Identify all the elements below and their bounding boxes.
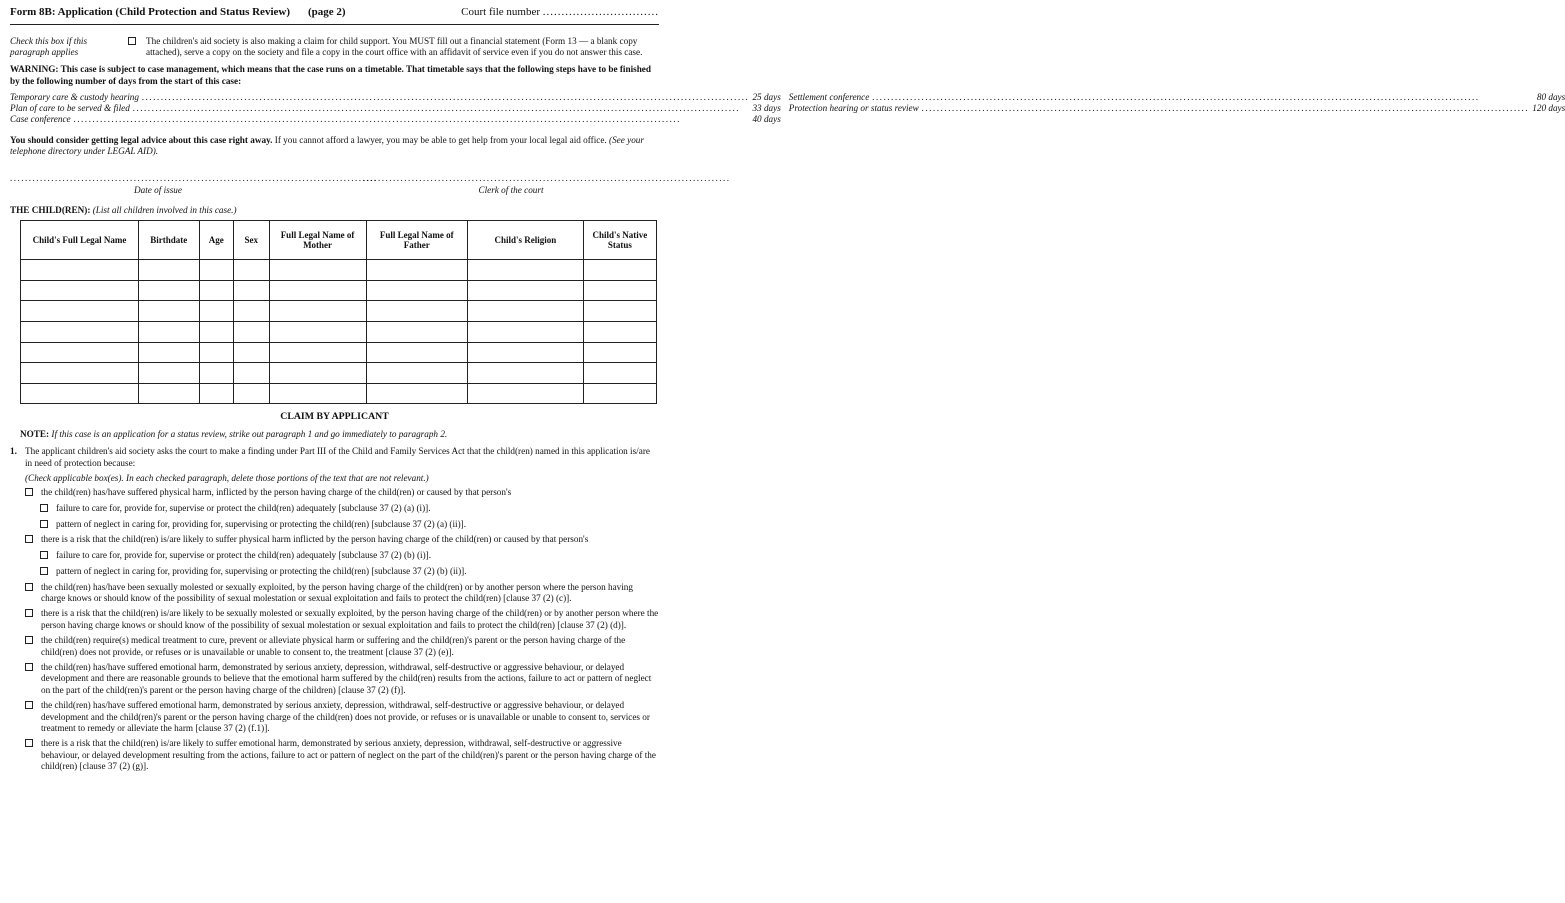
table-cell[interactable] xyxy=(139,363,200,384)
court-file-field[interactable]: ............................... xyxy=(542,6,659,18)
claim-item-text: there is a risk that the child(ren) is/are likely to suffer emotional harm, demonstrated by serious anxiety, depression, withdrawal, self-destructive or aggressive behaviour, or delayed development resulting from the actions, failure to act or pattern of neglect on the part of the child(ren)'s parent or the person having charge of the child(ren) [clause 37 (2) (g)]. xyxy=(41,738,656,771)
claim-item xyxy=(40,519,659,530)
clerk-signature-field[interactable]: .................................................................................................. xyxy=(363,173,731,184)
timetable-row xyxy=(789,103,1565,114)
table-cell[interactable] xyxy=(21,301,139,322)
claim-item-text: the child(ren) has/have been sexually molested or sexually exploited, by the person having charge of the child(ren) or by another person where the person having charge knows or should know of the possibility of sexual molestation or sexual exploitation and fails to protect the child(ren) [clause 37 (2) (c)]. xyxy=(41,581,633,603)
claim-item-text: the child(ren) has/have suffered emotional harm, demonstrated by serious anxiety, depression, withdrawal, self-destructive or aggressive behaviour, or delayed development and there are reasonable grounds to believe that the emotional harm suffered by the child(ren) results from the actions, failure to act or pattern of neglect on the part of the child(ren)'s parent or the person having charge of the children) [clause 37 (2) (f)]. xyxy=(41,662,652,695)
table-cell[interactable] xyxy=(467,280,583,301)
table-cell[interactable] xyxy=(199,383,233,404)
court-file-label: Court file number xyxy=(461,6,540,18)
table-row xyxy=(21,301,657,322)
table-cell[interactable] xyxy=(139,322,200,343)
page-number: (page 2) xyxy=(308,6,346,18)
claim-item-checkbox[interactable] xyxy=(25,488,33,496)
table-cell[interactable] xyxy=(583,301,656,322)
paragraph-1-number: 1. xyxy=(10,446,17,457)
date-of-issue-field[interactable]: .................................................................................................. xyxy=(10,173,378,184)
timetable-row xyxy=(10,103,781,114)
check-instruction: (Check applicable box(es). In each checked paragraph, delete those portions of the text that are not relevant.) xyxy=(25,472,429,483)
table-row xyxy=(21,260,657,281)
clerk-label: Clerk of the court xyxy=(478,185,544,196)
column-header: Full Legal Name of Mother xyxy=(269,221,366,260)
support-claim-text: The children's aid society is also making a claim for child support. You MUST fill out a financial statement (Form 13 — a blank copy attached), serve a copy on the society and file a copy in the court office with an affidavit of service even if you do not answer this case. xyxy=(146,36,643,58)
children-heading xyxy=(10,205,659,215)
timetable-step: Temporary care & custody hearing xyxy=(10,91,139,102)
table-cell[interactable] xyxy=(199,342,233,363)
legal-advice xyxy=(10,135,659,157)
timetable-step: Case conference xyxy=(10,113,71,124)
table-cell[interactable] xyxy=(366,342,467,363)
table-cell[interactable] xyxy=(269,383,366,404)
table-cell[interactable] xyxy=(269,322,366,343)
claim-item-text: the child(ren) has/have suffered physical harm, inflicted by the person having charge of the child(ren) or caused by that person's xyxy=(41,487,512,498)
children-table xyxy=(20,220,657,404)
table-cell[interactable] xyxy=(583,363,656,384)
children-heading-title: THE CHILD(REN): xyxy=(10,205,91,216)
note-label: NOTE: xyxy=(20,429,50,440)
claim-item xyxy=(25,582,659,604)
table-cell[interactable] xyxy=(269,363,366,384)
claim-item-checkbox[interactable] xyxy=(25,535,33,543)
clerk-block xyxy=(363,173,731,196)
claim-item-checkbox[interactable] xyxy=(40,551,48,559)
table-cell[interactable] xyxy=(467,301,583,322)
table-cell[interactable] xyxy=(139,280,200,301)
table-cell[interactable] xyxy=(269,280,366,301)
table-cell[interactable] xyxy=(583,280,656,301)
claim-item-checkbox[interactable] xyxy=(25,583,33,591)
claim-item xyxy=(25,608,659,630)
timetable-step: Plan of care to be served & filed xyxy=(10,102,130,113)
table-cell[interactable] xyxy=(366,301,467,322)
warning-text: WARNING: This case is subject to case management, which means that the case runs on a timetable. That timetable says that the following steps have to be finished by the following number of days from the start of this case: xyxy=(10,64,651,86)
table-row xyxy=(21,342,657,363)
signature-area xyxy=(10,173,731,196)
table-row xyxy=(21,322,657,343)
timetable-step: Settlement conference xyxy=(788,91,870,102)
table-cell[interactable] xyxy=(199,280,233,301)
table-cell[interactable] xyxy=(234,383,270,404)
table-cell[interactable] xyxy=(366,260,467,281)
support-claim-checkbox[interactable] xyxy=(128,37,136,45)
date-of-issue-block xyxy=(10,173,378,196)
claim-item xyxy=(25,635,659,657)
timetable-step: Protection hearing or status review xyxy=(788,102,919,113)
table-cell[interactable] xyxy=(234,260,270,281)
table-cell[interactable] xyxy=(234,363,270,384)
paragraph-1-text: The applicant children's aid society asks the court to make a finding under Part III of the Child and Family Services Act that the child(ren) named in this application is/are in need of protection because: xyxy=(25,446,650,468)
claim-item xyxy=(25,534,659,545)
claim-item-text: failure to care for, provide for, supervise or protect the child(ren) adequately [subclause 37 (2) (a) (i)]. xyxy=(56,502,431,513)
form-header xyxy=(10,6,659,25)
table-row xyxy=(21,363,657,384)
children-table-header xyxy=(21,221,657,260)
timetable-right-column xyxy=(789,92,1565,125)
table-cell[interactable] xyxy=(21,322,139,343)
table-cell[interactable] xyxy=(234,280,270,301)
column-header: Child's Native Status xyxy=(583,221,656,260)
timetable-row xyxy=(10,114,781,125)
claim-item-text: failure to care for, provide for, supervise or protect the child(ren) adequately [subclause 37 (2) (b) (i)]. xyxy=(56,550,432,561)
timetable xyxy=(10,91,1565,125)
table-cell[interactable] xyxy=(234,322,270,343)
timetable-row xyxy=(789,92,1565,103)
children-heading-instruction: (List all children involved in this case.) xyxy=(92,205,237,216)
table-cell[interactable] xyxy=(467,342,583,363)
claim-item-checkbox[interactable] xyxy=(25,609,33,617)
table-row xyxy=(21,280,657,301)
claim-item-checkbox[interactable] xyxy=(25,739,33,747)
claim-item xyxy=(25,738,659,772)
table-cell[interactable] xyxy=(21,383,139,404)
timetable-days: 40 days xyxy=(752,113,781,124)
legal-advice-bold: You should consider getting legal advice about this case right away. xyxy=(10,134,273,145)
court-file-number[interactable] xyxy=(461,6,659,18)
column-header: Child's Religion xyxy=(467,221,583,260)
table-cell[interactable] xyxy=(583,383,656,404)
table-cell[interactable] xyxy=(583,322,656,343)
claim-item-checkbox[interactable] xyxy=(25,663,33,671)
column-header: Age xyxy=(199,221,233,260)
claim-note xyxy=(20,429,659,439)
table-cell[interactable] xyxy=(21,363,139,384)
table-cell[interactable] xyxy=(139,383,200,404)
claim-item-checkbox[interactable] xyxy=(25,636,33,644)
note-text: If this case is an application for a status review, strike out paragraph 1 and go immediately to paragraph 2. xyxy=(49,429,448,440)
table-cell[interactable] xyxy=(366,363,467,384)
timetable-days: 33 days xyxy=(752,102,781,113)
claim-item-text: the child(ren) has/have suffered emotional harm, demonstrated by serious anxiety, depression, withdrawal, self-destructive or aggressive behaviour, or delayed development and the child(ren)'s parent or the person having charge of the child(ren) does not provide, or refuses or is unavailable or unable to consent to, services or treatment to remedy or alleviate the harm [clause 37 (2) (f.1)]. xyxy=(41,700,650,733)
claim-heading: CLAIM BY APPLICANT xyxy=(280,411,389,423)
timetable-left-column xyxy=(10,92,781,125)
table-cell[interactable] xyxy=(21,342,139,363)
dot-leader xyxy=(872,92,1534,103)
table-cell[interactable] xyxy=(269,301,366,322)
table-cell[interactable] xyxy=(583,260,656,281)
claim-item-checkbox[interactable] xyxy=(25,701,33,709)
table-cell[interactable] xyxy=(139,342,200,363)
date-of-issue-label: Date of issue xyxy=(134,185,182,196)
dot-leader xyxy=(142,92,750,103)
dot-leader xyxy=(133,103,750,114)
claim-item xyxy=(25,700,659,734)
table-cell[interactable] xyxy=(21,280,139,301)
table-cell[interactable] xyxy=(269,342,366,363)
table-cell[interactable] xyxy=(234,342,270,363)
table-cell[interactable] xyxy=(583,342,656,363)
claim-item xyxy=(40,503,659,514)
table-cell[interactable] xyxy=(366,322,467,343)
table-cell[interactable] xyxy=(139,301,200,322)
claim-item xyxy=(40,566,659,577)
column-header: Birthdate xyxy=(139,221,200,260)
table-cell[interactable] xyxy=(366,383,467,404)
table-cell[interactable] xyxy=(199,301,233,322)
table-cell[interactable] xyxy=(467,260,583,281)
legal-advice-italic: (See your telephone directory under LEGAL AID). xyxy=(10,134,644,157)
claim-item-checkbox[interactable] xyxy=(40,567,48,575)
claim-item-text: pattern of neglect in caring for, providing for, supervising or protecting the child(ren) [subclause 37 (2) (a) (ii)]. xyxy=(56,518,467,529)
claim-item-checkbox[interactable] xyxy=(40,504,48,512)
claim-item-checkbox[interactable] xyxy=(40,520,48,528)
support-claim-section xyxy=(10,36,659,58)
table-cell[interactable] xyxy=(467,383,583,404)
claim-item-text: there is a risk that the child(ren) is/are likely to be sexually molested or sexually exploited, by the person having charge of the child(ren) or by another person where the person having charge knows or should know of the possibility of sexual molestation or sexual exploitation and fails to protect the child(ren) [clause 37 (2) (d)]. xyxy=(41,608,659,630)
claim-items xyxy=(10,487,659,772)
table-cell[interactable] xyxy=(199,260,233,281)
table-cell[interactable] xyxy=(139,260,200,281)
column-header: Sex xyxy=(234,221,270,260)
table-cell[interactable] xyxy=(467,363,583,384)
table-cell[interactable] xyxy=(269,260,366,281)
claim-item xyxy=(40,550,659,561)
table-cell[interactable] xyxy=(199,322,233,343)
table-cell[interactable] xyxy=(366,280,467,301)
table-cell[interactable] xyxy=(234,301,270,322)
claim-item xyxy=(25,487,659,498)
claim-item-text: pattern of neglect in caring for, providing for, supervising or protecting the child(ren) [subclause 37 (2) (b) (ii)]. xyxy=(56,565,467,576)
paragraph-1 xyxy=(10,446,659,468)
children-table-body xyxy=(21,260,657,404)
timetable-days: 80 days xyxy=(1536,91,1565,102)
column-header: Child's Full Legal Name xyxy=(21,221,139,260)
form-title: Form 8B: Application (Child Protection and Status Review) xyxy=(10,6,290,18)
table-row xyxy=(21,383,657,404)
claim-item-text: the child(ren) require(s) medical treatment to cure, prevent or alleviate physical harm or suffering and the child(ren)'s parent or the person having charge of the child(ren) does not provide, or refuses or is unavailable or unable to consent to, the treatment [clause 37 (2) (e)]. xyxy=(41,635,626,657)
table-cell[interactable] xyxy=(21,260,139,281)
timetable-row xyxy=(10,92,781,103)
table-cell[interactable] xyxy=(199,363,233,384)
timetable-days: 25 days xyxy=(752,91,781,102)
claim-item xyxy=(25,662,659,696)
claim-item-text: there is a risk that the child(ren) is/are likely to suffer physical harm inflicted by the person having charge of the child(ren) or caused by that person's xyxy=(41,534,589,545)
legal-advice-normal: If you cannot afford a lawyer, you may be able to get help from your local legal aid office. xyxy=(272,134,610,145)
column-header: Full Legal Name of Father xyxy=(366,221,467,260)
dot-leader xyxy=(74,114,750,125)
timetable-days: 120 days xyxy=(1532,102,1565,113)
table-cell[interactable] xyxy=(467,322,583,343)
dot-leader xyxy=(922,103,1530,114)
support-claim-label: Check this box if this paragraph applies xyxy=(10,36,88,57)
